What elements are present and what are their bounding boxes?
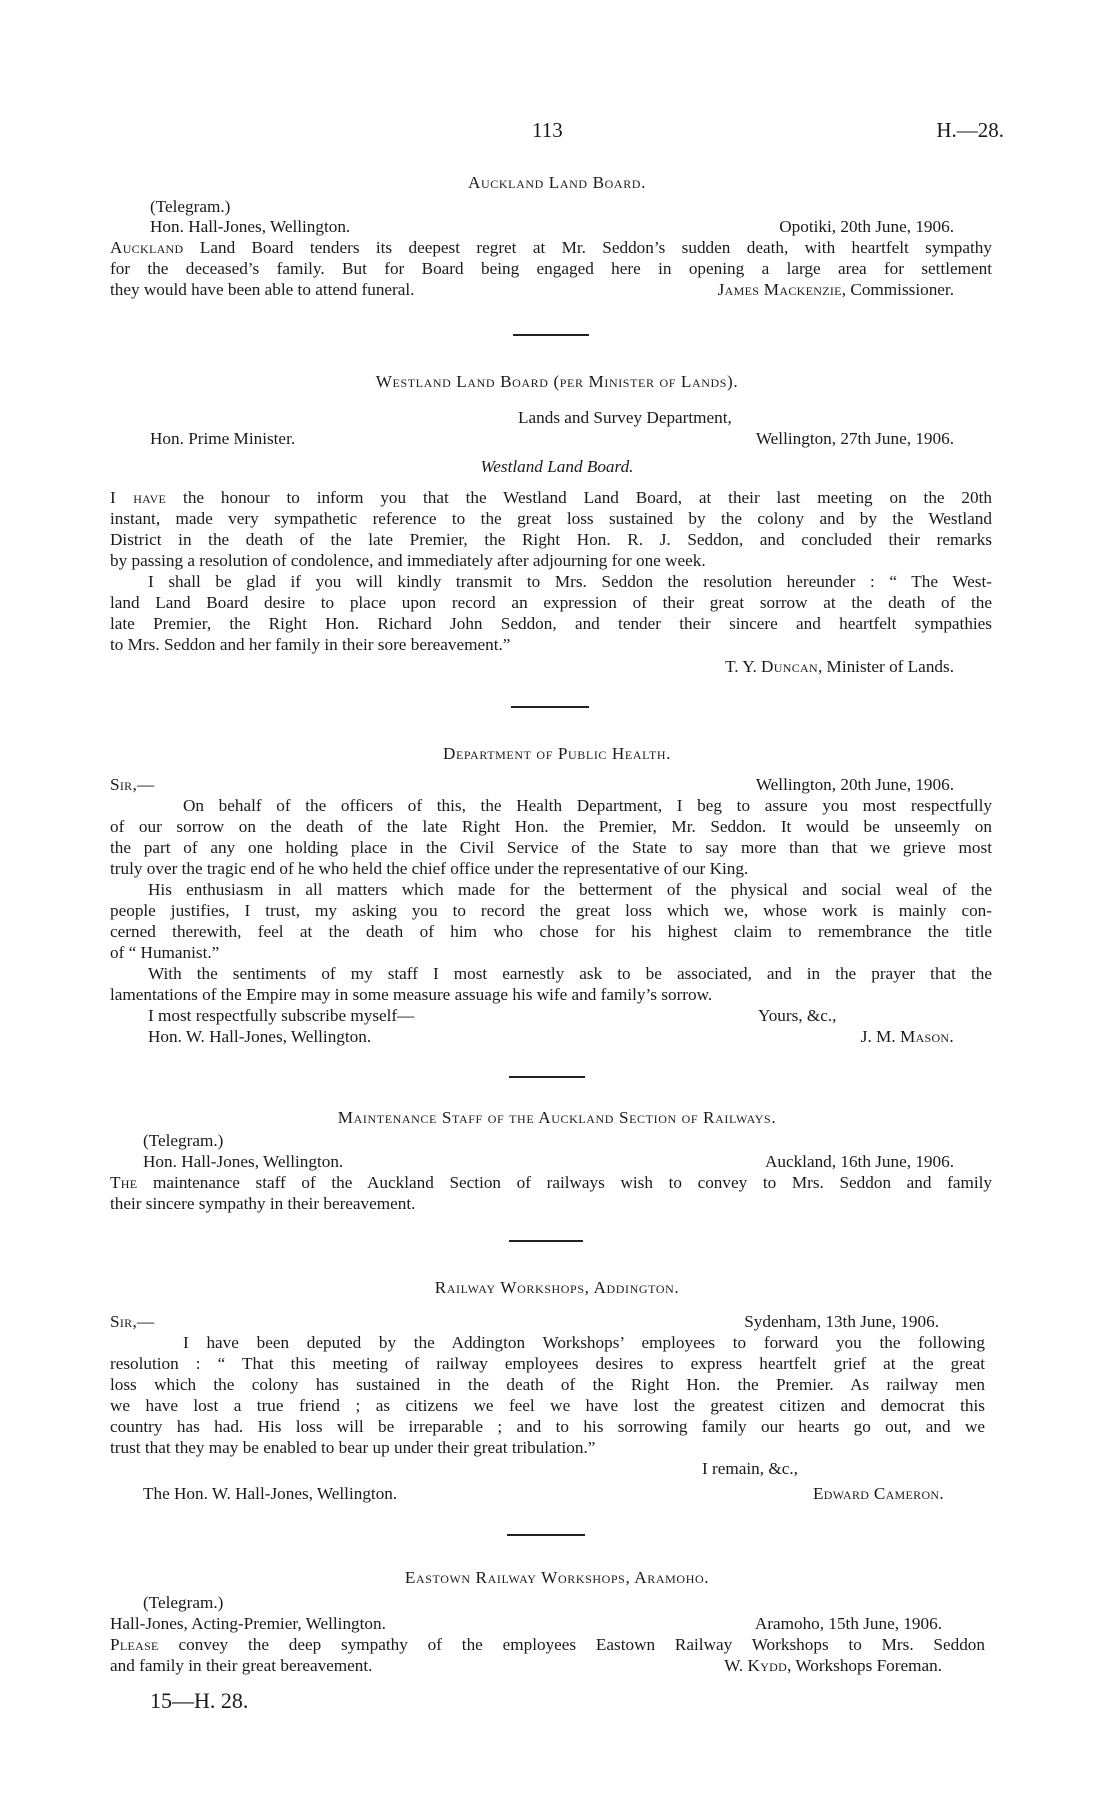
paragraph-line: lamentations of the Empire may in some measure assuage his wife and family’s sorrow. [110,985,713,1004]
section-title-auckland-land-board: Auckland Land Board. [468,173,646,192]
place-date: Opotiki, 20th June, 1906. [779,217,954,236]
place-date: Auckland, 16th June, 1906. [764,1152,954,1171]
section-divider [509,1240,583,1242]
closing-salutation: I remain, &c., [702,1459,798,1478]
department-line: Lands and Survey Department, [518,408,732,427]
paragraph-line: people justifies, I trust, my asking you to record the great loss which we, whose work is mainly con- [110,901,992,920]
paragraph-line: I shall be glad if you will kindly transmit to Mrs. Seddon the resolution hereunder : “ The West- [148,572,992,591]
paragraph-line: and family in their great bereavement. [110,1656,373,1675]
telegram-label: (Telegram.) [143,1131,224,1150]
lead-word: I have [110,488,167,507]
place-date: Wellington, 27th June, 1906. [755,429,954,448]
paragraph-line: resolution : “ That this meeting of railway employees desires to express heartfelt grief at the great [110,1354,985,1373]
page-number: 113 [532,118,563,142]
paragraph-line: of our sorrow on the death of the late Right Hon. the Premier, Mr. Seddon. It would be unseemly on [110,817,992,836]
section-title-public-health: Department of Public Health. [442,744,672,763]
paragraph-line: I have been deputed by the Addington Workshops’ employees to forward you the following [183,1333,985,1352]
paragraph-line: of “ Humanist.” [110,943,220,962]
paragraph-line: to Mrs. Seddon and her family in their sore bereavement.” [110,635,511,654]
place-date: Sydenham, 13th June, 1906. [744,1312,939,1331]
salutation: Sir,— [110,1312,155,1331]
place-date: Wellington, 20th June, 1906. [755,775,954,794]
subtitle: Westland Land Board. [480,457,634,476]
salutation: Sir,— [110,775,155,794]
paragraph-line: His enthusiasm in all matters which made for the betterment of the physical and social weal of the [148,880,992,899]
paragraph-line: Auckland Land Board tenders its deepest regret at Mr. Seddon’s sudden death, with heartfelt sympathy [110,238,992,257]
lead-word: The [110,1173,138,1192]
paragraph-line: On behalf of the officers of this, the Health Department, I beg to assure you most respectfully [183,796,992,815]
lead-word: Please [110,1635,159,1654]
place-date: Aramoho, 15th June, 1906. [754,1614,942,1633]
signature: James Mackenzie, Commissioner. [717,280,954,299]
paragraph-line: they would have been able to attend funeral. [110,280,415,299]
paragraph-line: cerned therewith, feel at the death of him who chose for his highest claim to remembrance the title [110,922,992,941]
section-title-maintenance-staff: Maintenance Staff of the Auckland Section of Railways. [337,1108,777,1127]
addressee: Hon. Hall-Jones, Wellington. [150,217,351,236]
closing-phrase: I most respectfully subscribe myself— [148,1006,415,1025]
signature: W. Kydd, Workshops Foreman. [724,1656,942,1675]
section-title-westland-land-board: Westland Land Board (per Minister of Lands). [375,372,739,391]
section-divider [513,334,589,336]
closing-salutation: Yours, &c., [758,1006,837,1025]
signature: T. Y. Duncan, Minister of Lands. [725,657,954,676]
lead-word: Auckland [110,238,184,257]
telegram-label: (Telegram.) [150,197,231,216]
paragraph-line: I have the honour to inform you that the Westland Land Board, at their last meeting on the 20th [110,488,992,507]
section-title-eastown-workshops: Eastown Railway Workshops, Aramoho. [404,1568,710,1587]
signature: J. M. Mason. [860,1027,954,1046]
paragraph-line: by passing a resolution of condolence, and immediately after adjourning for one week. [110,551,706,570]
paragraph-line: truly over the tragic end of he who held the chief office under the representative of our King. [110,859,749,878]
paragraph-line: Please convey the deep sympathy of the employees Eastown Railway Workshops to Mrs. Seddon [110,1635,985,1654]
paragraph-line: With the sentiments of my staff I most earnestly ask to be associated, and in the prayer that the [148,964,992,983]
addressee: Hon. Hall-Jones, Wellington. [143,1152,344,1171]
paragraph-line: country has had. His loss will be irreparable ; and to his sorrowing family our hearts go out, and we [110,1417,985,1436]
addressee: Hon. Prime Minister. [150,429,296,448]
section-divider [507,1534,585,1536]
paragraph-line: loss which the colony has sustained in the death of the Right Hon. the Premier. As railway men [110,1375,985,1394]
telegram-label: (Telegram.) [143,1593,224,1612]
section-title-addington-workshops: Railway Workshops, Addington. [434,1278,680,1297]
paragraph-line: trust that they may be enabled to bear up under their great tribulation.” [110,1438,596,1457]
document-reference: H.—28. [936,118,1004,142]
section-divider [511,706,589,708]
addressee: The Hon. W. Hall-Jones, Wellington. [143,1484,398,1503]
paragraph-line: District in the death of the late Premier, the Right Hon. R. J. Seddon, and concluded their remarks [110,530,992,549]
paragraph-line: late Premier, the Right Hon. Richard John Seddon, and tender their sincere and heartfelt sympathies [110,614,992,633]
paragraph-line: the part of any one holding place in the Civil Service of the State to say more than that we grieve most [110,838,992,857]
paragraph-line: The maintenance staff of the Auckland Section of railways wish to convey to Mrs. Seddon and family [110,1173,992,1192]
paragraph-line: we have lost a true friend ; as citizens we feel we have lost the greatest citizen and democrat this [110,1396,985,1415]
paragraph-line: instant, made very sympathetic reference to the great loss sustained by the colony and by the Westland [110,509,992,528]
paragraph-line: their sincere sympathy in their bereavement. [110,1194,416,1213]
sheet-mark: 15—H. 28. [150,1688,249,1713]
addressee: Hall-Jones, Acting-Premier, Wellington. [110,1614,386,1633]
signature: Edward Cameron. [812,1484,944,1503]
paragraph-line: land Land Board desire to place upon record an expression of their great sorrow at the death of the [110,593,992,612]
paragraph-line: for the deceased’s family. But for Board being engaged here in opening a large area for settlement [110,259,992,278]
section-divider [509,1076,585,1078]
addressee: Hon. W. Hall-Jones, Wellington. [148,1027,372,1046]
